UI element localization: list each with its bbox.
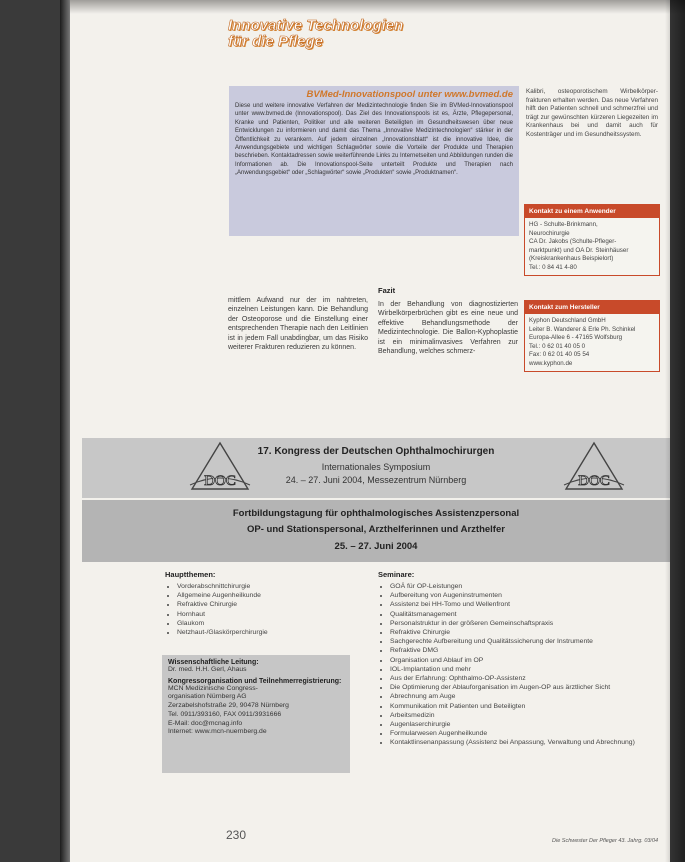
contact-line: HG - Schulte-Brinkmann, xyxy=(529,221,598,228)
list-item: • Aufbereitung von Augeninstrumenten xyxy=(390,591,668,600)
training-dates: 25. – 27. Juni 2004 xyxy=(334,541,418,552)
fazit-heading: Fazit xyxy=(378,286,396,295)
list-item: • Die Optimierung der Ablauforganisation im Augen-OP aus ärztlicher Sicht xyxy=(390,683,668,692)
section-title-line-1: Innovative Technologien xyxy=(228,17,404,34)
list-item: • Assistenz bei HH-Tomo und Wellenfront xyxy=(390,600,668,609)
organisation-line: MCN Medizinische Congress- xyxy=(168,684,258,692)
list-item: • Kommunikation mit Patienten und Beteiligten xyxy=(390,702,668,711)
training-audience: OP- und Stationspersonal, Arzthelferinnen und Arzthelfer xyxy=(247,524,505,535)
organisation-heading: Kongressorganisation und Teilnehmerregistrierung: xyxy=(168,677,342,685)
list-item: • Aus der Erfahrung: Ophthalmo-OP-Assistenz xyxy=(390,674,668,683)
contact-line: Leiter B. Wanderer & Erle Ph. Schinkel xyxy=(529,325,636,333)
scientific-lead-name: Dr. med. H.H. Gerl, Ahaus xyxy=(168,666,247,673)
contact-box-body xyxy=(525,218,659,275)
bvmed-heading: BVMed-Innovationspool unter www.bvmed.de xyxy=(306,89,513,100)
contact-box-heading: Kontakt zum Hersteller xyxy=(525,301,659,314)
contact-line: Neurochirurgie xyxy=(529,229,570,237)
page-number: 230 xyxy=(226,828,247,842)
list-item: • Vorderabschnittchirurgie xyxy=(177,582,365,591)
organisation-box xyxy=(162,655,350,773)
organisation-line: Tel. 0911/393160, FAX 0911/3931666 xyxy=(168,710,282,718)
list-item: • Qualitätsmanagement xyxy=(390,610,668,619)
contact-line: Kyphon Deutschland GmbH xyxy=(529,317,606,324)
top-shadow xyxy=(70,0,685,14)
list-item: • Organisation und Ablauf im OP xyxy=(390,656,668,665)
doc-logo-text: DOC xyxy=(578,473,610,489)
seminars xyxy=(378,570,668,748)
section-title-line-2: für die Pflege xyxy=(228,33,324,50)
list-item: • GOÄ für OP-Leistungen xyxy=(390,582,668,591)
list-item: • Refraktive Chirurgie xyxy=(177,600,365,609)
congress-banner xyxy=(82,438,670,498)
congress-dates: 24. – 27. Juni 2004, Messezentrum Nürnberg xyxy=(285,475,467,485)
organisation-line: Internet: www.mcn-nuernberg.de xyxy=(168,728,267,736)
main-topics xyxy=(165,570,365,637)
contact-line: (Kreiskrankenhaus Beispielort) xyxy=(529,255,614,262)
organisation-line: organisation Nürnberg AG xyxy=(168,693,247,701)
list-item: • Glaukom xyxy=(177,619,365,628)
list-item: • Arbeitsmedizin xyxy=(390,711,668,720)
contact-box-manufacturer xyxy=(524,300,660,372)
list-item: • Sachgerechte Aufbereitung und Qualitätssicherung der Instrumente xyxy=(390,637,668,646)
organisation-line: Zerzabelshofstraße 29, 90478 Nürnberg xyxy=(168,702,289,710)
congress-subtitle: Internationales Symposium xyxy=(321,462,431,472)
contact-line: Tel.: 0 62 01 40 05 0 xyxy=(529,342,586,350)
list-item: • Abrechnung am Auge xyxy=(390,692,668,701)
list-item: • Augenlaserchirurgie xyxy=(390,720,668,729)
section-title xyxy=(228,18,408,50)
list-item: • IOL-Implantation und mehr xyxy=(390,665,668,674)
right-column-text: Kalibri, osteoporotischem Wirbelkörper-frakturen erhalten werden. Das neue Verfahren hilft den Patienten schnell und schmerzfrei und trägt zur gewünschten kürzeren Liegezeiten im Krankenhaus bei und damit auch für Kostenträger und im Gesundheitssystem. xyxy=(526,88,658,138)
list-item: • Formularwesen Augenheilkunde xyxy=(390,729,668,738)
contact-line: Tel.: 0 84 41 4-80 xyxy=(529,263,577,271)
article-column-middle: In der Behandlung von diagnostizierten Wirbelkörperbrüchen gibt es eine neue und effektive Behandlungsmethode der Medizintechnologie. Die Ballon-Kyphoplastie ist ein minimalinvasives Verfahren zur Behandlung, welches schmerz- xyxy=(378,301,518,356)
seminars-list xyxy=(378,582,668,748)
bvmed-text: Diese und weitere innovative Verfahren der Medizintechnologie finden Sie im BVMed-Innovationspool unter www.bvmed.de (Innovationspool). Das Ziel des Innovationspools ist es, Ärzte, Pflegepersonal, Kranke und Patienten, Politiker und alle weiteren Beteiligten im Gesundheitswesen über neue Entwicklungen zu informieren und damit das Thema „Innovative Medizintechnologien“ stärker in der Öffentlichkeit zu verankern. Auf jedem einzelnen „Innovationsblatt“ ist die innovative Idee, die Anwendungsgebiete und wichtigen Schlagwörter sowie die Vorteile der Produkte und Therapien beschrieben. Kontaktadressen sowie weiterführende Links zu Internetseiten und Abbildungen runden die Informationen ab. Die Innovationspool-Seite unterteilt Produkte und Therapien nach „Anwendungsgebiet“ oder „Schlagwörter“ sowie „Produkten“ sowie „Produktnamen“. xyxy=(235,103,513,177)
training-banner xyxy=(82,500,670,562)
bvmed-infobox xyxy=(229,86,519,236)
contact-box-user xyxy=(524,204,660,276)
scientific-lead-heading: Wissenschaftliche Leitung: xyxy=(168,659,259,666)
training-title: Fortbildungstagung für ophthalmologisches Assistenzpersonal xyxy=(232,508,520,519)
contact-line: Fax: 0 62 01 40 05 54 xyxy=(529,351,590,358)
contact-line: www.kyphon.de xyxy=(529,359,573,367)
contact-line: marktpunkt) und OA Dr. Steinhäuser xyxy=(529,246,629,254)
contact-box-body xyxy=(525,314,659,371)
organisation-line: E-Mail: doc@mcnag.info xyxy=(168,719,243,727)
list-item: • Kontaktlinsenanpassung (Assistenz bei Anpassung, Verwaltung und Abrechnung) xyxy=(390,738,668,747)
list-item: • Hornhaut xyxy=(177,610,365,619)
list-item: • Allgemeine Augenheilkunde xyxy=(177,591,365,600)
seminars-heading: Seminare: xyxy=(378,570,415,579)
list-item: • Personalstruktur in der größeren Gemeinschaftspraxis xyxy=(390,619,668,628)
right-edge-shadow xyxy=(665,0,685,862)
footer-journal: Die Schwester Der Pfleger 43. Jahrg. 03/04 xyxy=(552,838,659,844)
contact-line: Europa-Allee 6 - 47165 Wolfsburg xyxy=(529,334,623,341)
contact-box-heading: Kontakt zu einem Anwender xyxy=(525,205,659,218)
doc-logo-text: DOC xyxy=(204,473,236,489)
main-topics-list xyxy=(165,582,365,637)
article-column-left: mittlem Aufwand nur der im nahtreten, einzelnen Leistungen kann. Die Behandlung der Osteoporose und die Einstellung einer entsprechenden Therapie nach den Leitlinien ist in jedem Fall unabdingbar, um das Risiko weiterer Frakturen reduzieren zu können. xyxy=(228,297,368,352)
list-item: • Refraktive Chirurgie xyxy=(390,628,668,637)
main-topics-heading: Hauptthemen: xyxy=(165,570,216,579)
congress-title: 17. Kongress der Deutschen Ophthalmochirurgen xyxy=(257,446,495,457)
contact-line: CA Dr. Jakobs (Schulte-Pfleger- xyxy=(529,238,617,245)
list-item: • Netzhaut-/Glaskörperchirurgie xyxy=(177,628,365,637)
list-item: • Refraktive DMG xyxy=(390,646,668,655)
